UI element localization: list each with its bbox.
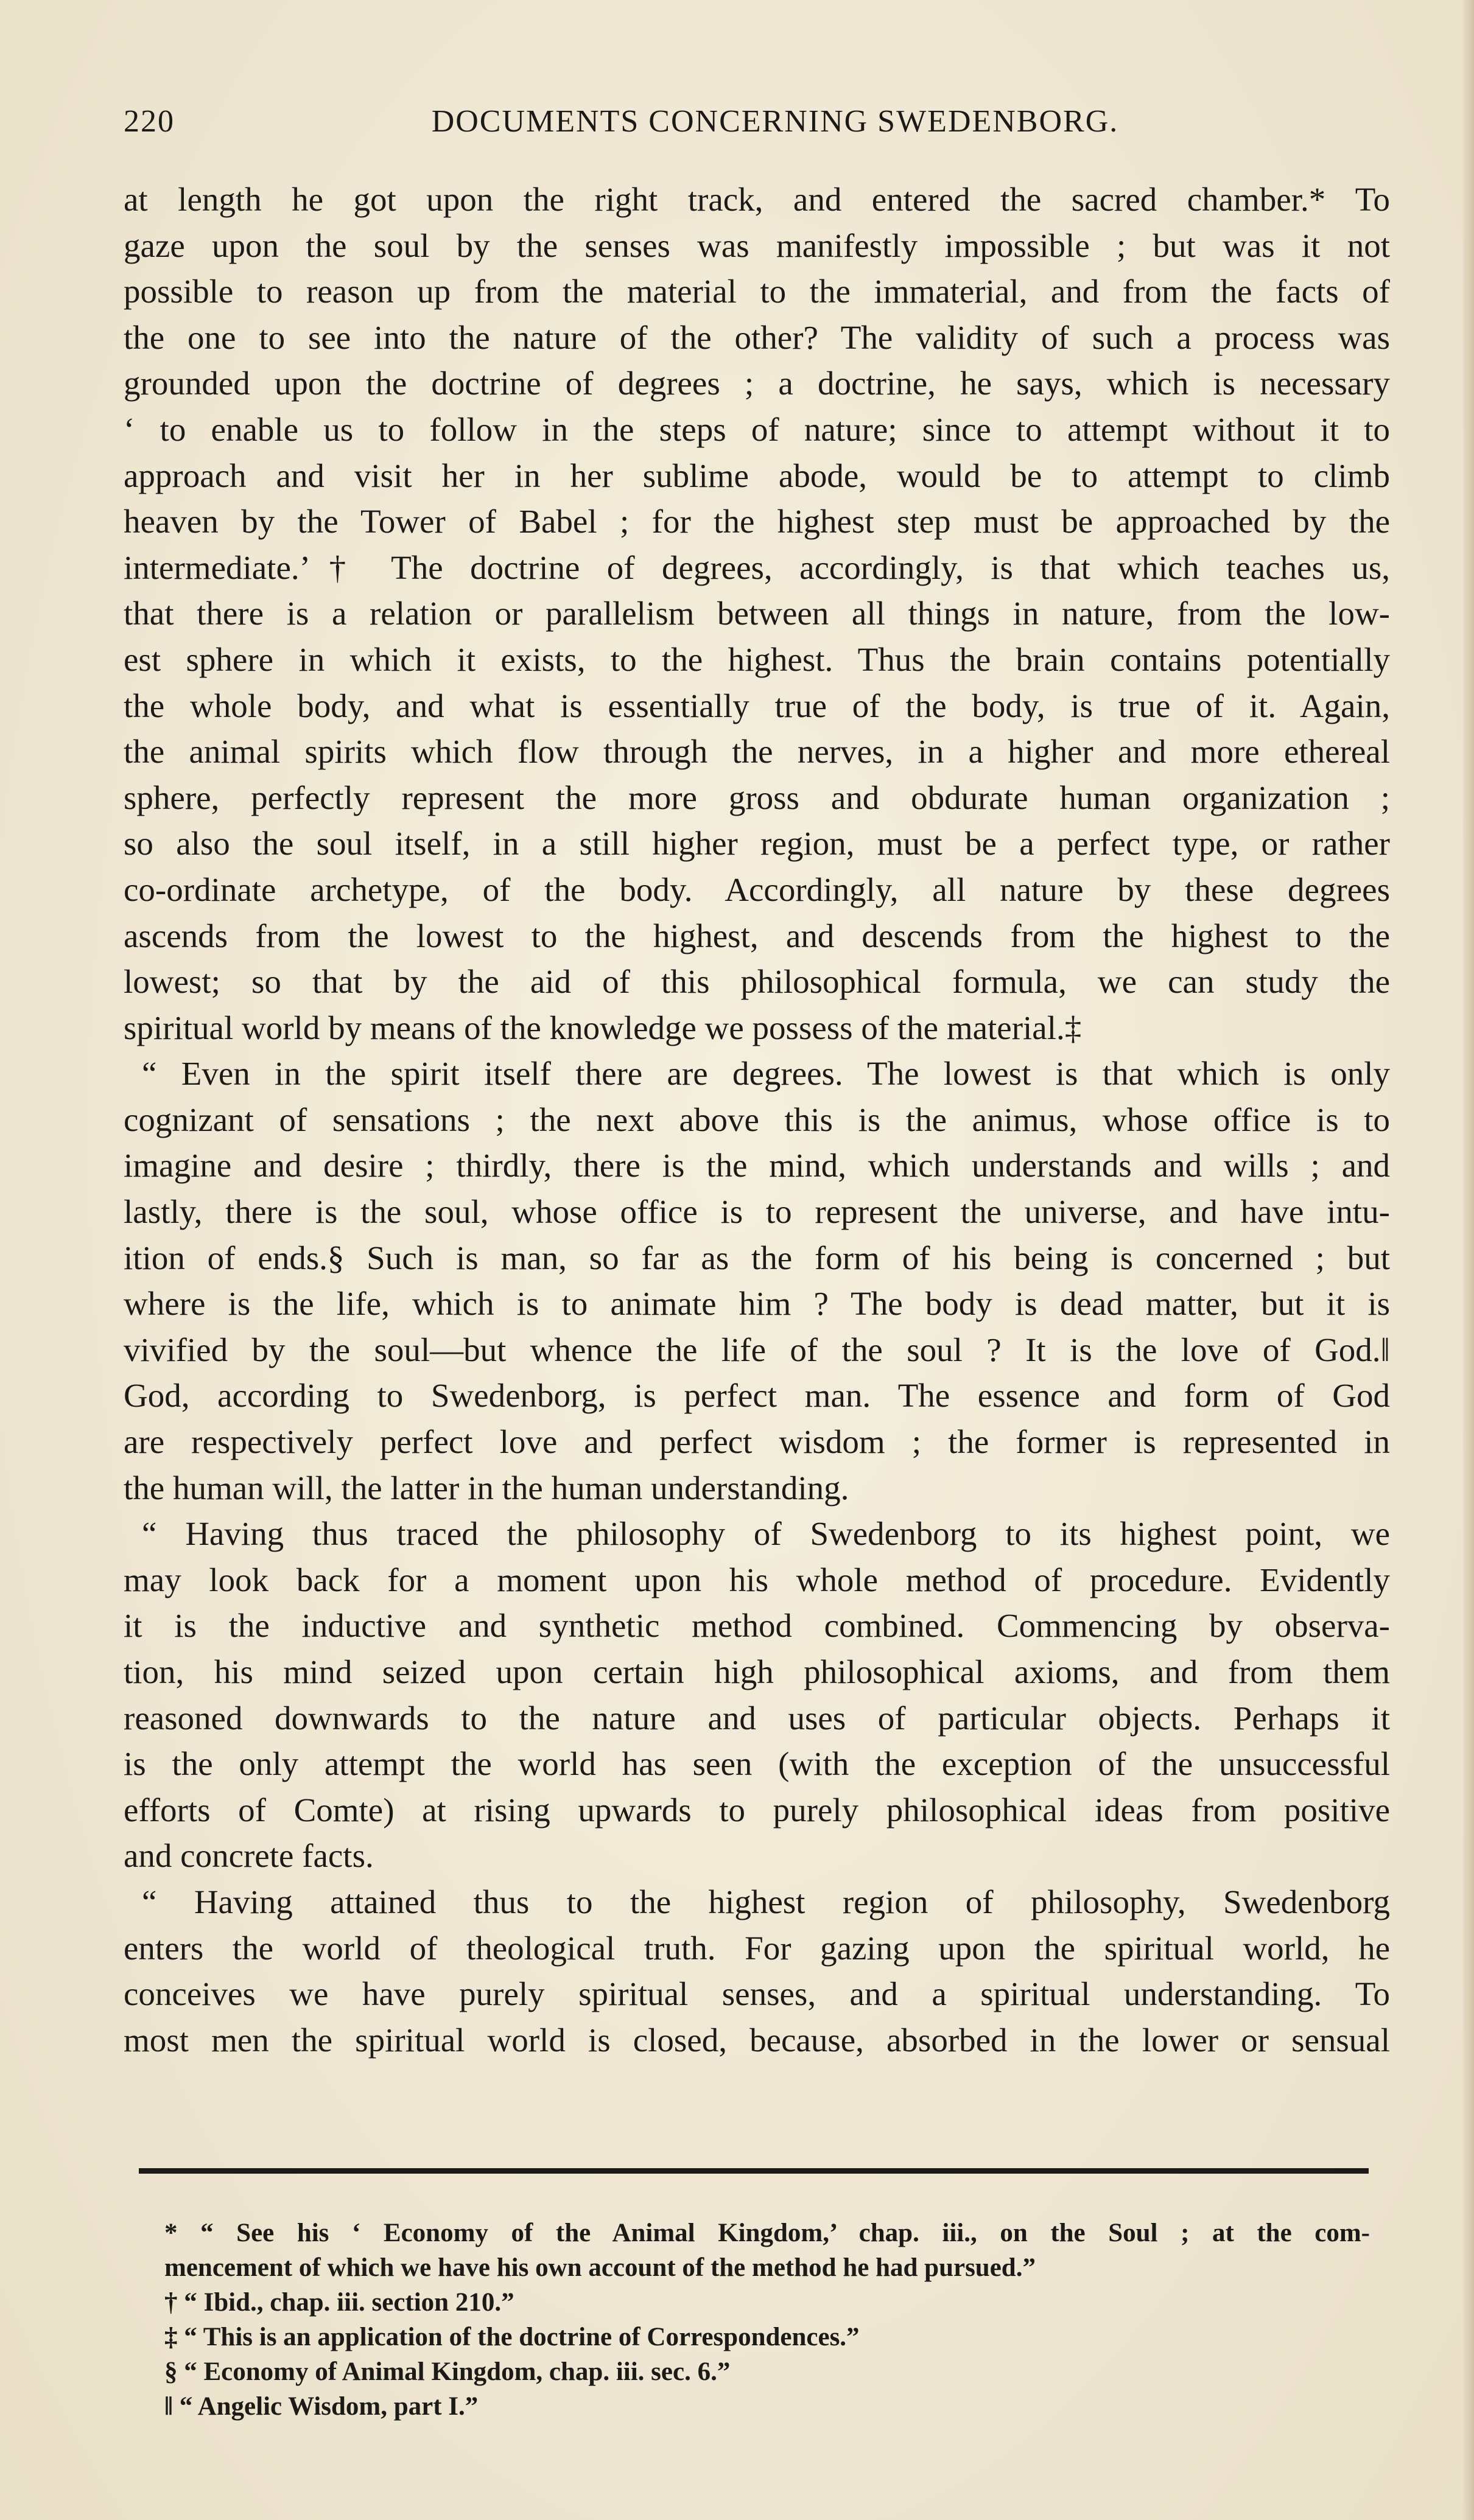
text-line: “ Having attained thus to the highest region of philosophy, Swedenborg <box>142 1883 1390 1920</box>
page-header <box>124 103 1390 152</box>
text-line: intermediate.’† The doctrine of degrees, accordingly, is that which teaches us, <box>124 548 1390 586</box>
text-line: are respectively perfect love and perfect wisdom ; the former is represented in <box>124 1423 1390 1461</box>
footnote: ‡ “ This is an application of the doctrine of Correspondences.” <box>164 2323 860 2351</box>
text-line: “ Even in the spirit itself there are degrees. The lowest is that which is only <box>142 1055 1390 1093</box>
text-line: and concrete facts. <box>124 1837 374 1875</box>
body-text <box>124 177 1390 2063</box>
text-line: “ Having thus traced the philosophy of Swedenborg to its highest point, we <box>142 1515 1390 1553</box>
text-line: ‘ to enable us to follow in the steps of nature; since to attempt without it to <box>124 410 1390 448</box>
text-line: vivified by the soul—but whence the life of the soul ? It is the love of God.‖ <box>124 1331 1390 1368</box>
text-line: lowest; so that by the aid of this philosophical formula, we can study the <box>124 963 1390 1001</box>
text-line: spiritual world by means of the knowledge we possess of the material.‡ <box>124 1009 1082 1046</box>
text-line: grounded upon the doctrine of degrees ; a doctrine, he says, which is necessary <box>124 365 1390 402</box>
text-line: that there is a relation or parallelism between all things in nature, from the low- <box>124 595 1390 632</box>
text-line: gaze upon the soul by the senses was manifestly impossible ; but was it not <box>124 226 1390 264</box>
footnote-divider <box>139 2168 1369 2174</box>
text-line: ition of ends.§ Such is man, so far as the form of his being is concerned ; but <box>124 1239 1390 1276</box>
running-title: DOCUMENTS CONCERNING SWEDENBORG. <box>431 104 1119 139</box>
text-line: co-ordinate archetype, of the body. Accordingly, all nature by these degrees <box>124 870 1390 908</box>
text-line: the whole body, and what is essentially true of the body, is true of it. Again, <box>124 687 1390 724</box>
text-line: at length he got upon the right track, and entered the sacred chamber.* To <box>124 181 1390 218</box>
footnote-continuation: mencement of which we have his own account of the method he had pursued.” <box>164 2253 1036 2282</box>
text-line: God, according to Swedenborg, is perfect man. The essence and form of God <box>124 1377 1390 1415</box>
text-line: enters the world of theological truth. For gazing upon the spiritual world, he <box>124 1929 1390 1967</box>
text-line: the animal spirits which flow through the nerves, in a higher and more ethereal <box>124 733 1390 771</box>
page-number: 220 <box>124 104 175 139</box>
text-line: where is the life, which is to animate him ? The body is dead matter, but it is <box>124 1285 1390 1323</box>
text-line: possible to reason up from the material to the immaterial, and from the facts of <box>124 273 1390 310</box>
text-line: imagine and desire ; thirdly, there is the mind, which understands and wills ; and <box>124 1147 1390 1185</box>
text-line: cognizant of sensations ; the next above this is the animus, whose office is to <box>124 1101 1390 1138</box>
page-edge-shadow <box>1463 0 1474 2520</box>
text-line: it is the inductive and synthetic method combined. Commencing by observa- <box>124 1607 1390 1645</box>
footnote: ‖ “ Angelic Wisdom, part I.” <box>164 2392 479 2421</box>
text-line: most men the spiritual world is closed, because, absorbed in the lower or sensual <box>124 2021 1390 2059</box>
text-line: the human will, the latter in the human understanding. <box>124 1469 849 1507</box>
footnote: * “ See his ‘ Economy of the Animal Kingdom,’ chap. iii., on the Soul ; at the com- <box>164 2219 1370 2247</box>
text-line: is the only attempt the world has seen (with the exception of the unsuccessful <box>124 1745 1390 1783</box>
text-line: lastly, there is the soul, whose office is to represent the universe, and have intu- <box>124 1193 1390 1231</box>
text-line: may look back for a moment upon his whole method of procedure. Evidently <box>124 1561 1390 1598</box>
text-line: tion, his mind seized upon certain high philosophical axioms, and from them <box>124 1653 1390 1690</box>
text-line: sphere, perfectly represent the more gross and obdurate human organization ; <box>124 779 1390 816</box>
footnote: † “ Ibid., chap. iii. section 210.” <box>164 2288 514 2317</box>
text-line: ascends from the lowest to the highest, and descends from the highest to the <box>124 917 1390 954</box>
footnote: § “ Economy of Animal Kingdom, chap. iii. sec. 6.” <box>164 2357 731 2386</box>
text-line: so also the soul itself, in a still higher region, must be a perfect type, or rather <box>124 825 1390 863</box>
text-line: reasoned downwards to the nature and uses of particular objects. Perhaps it <box>124 1699 1390 1737</box>
footnotes <box>164 2216 1370 2424</box>
text-line: conceives we have purely spiritual senses, and a spiritual understanding. To <box>124 1975 1390 2013</box>
text-line: heaven by the Tower of Babel ; for the highest step must be approached by the <box>124 503 1390 541</box>
text-line: efforts of Comte) at rising upwards to purely philosophical ideas from positive <box>124 1791 1390 1829</box>
text-line: approach and visit her in her sublime abode, would be to attempt to climb <box>124 457 1390 494</box>
text-line: the one to see into the nature of the other? The validity of such a process was <box>124 318 1390 356</box>
text-line: est sphere in which it exists, to the highest. Thus the brain contains potentially <box>124 640 1390 678</box>
